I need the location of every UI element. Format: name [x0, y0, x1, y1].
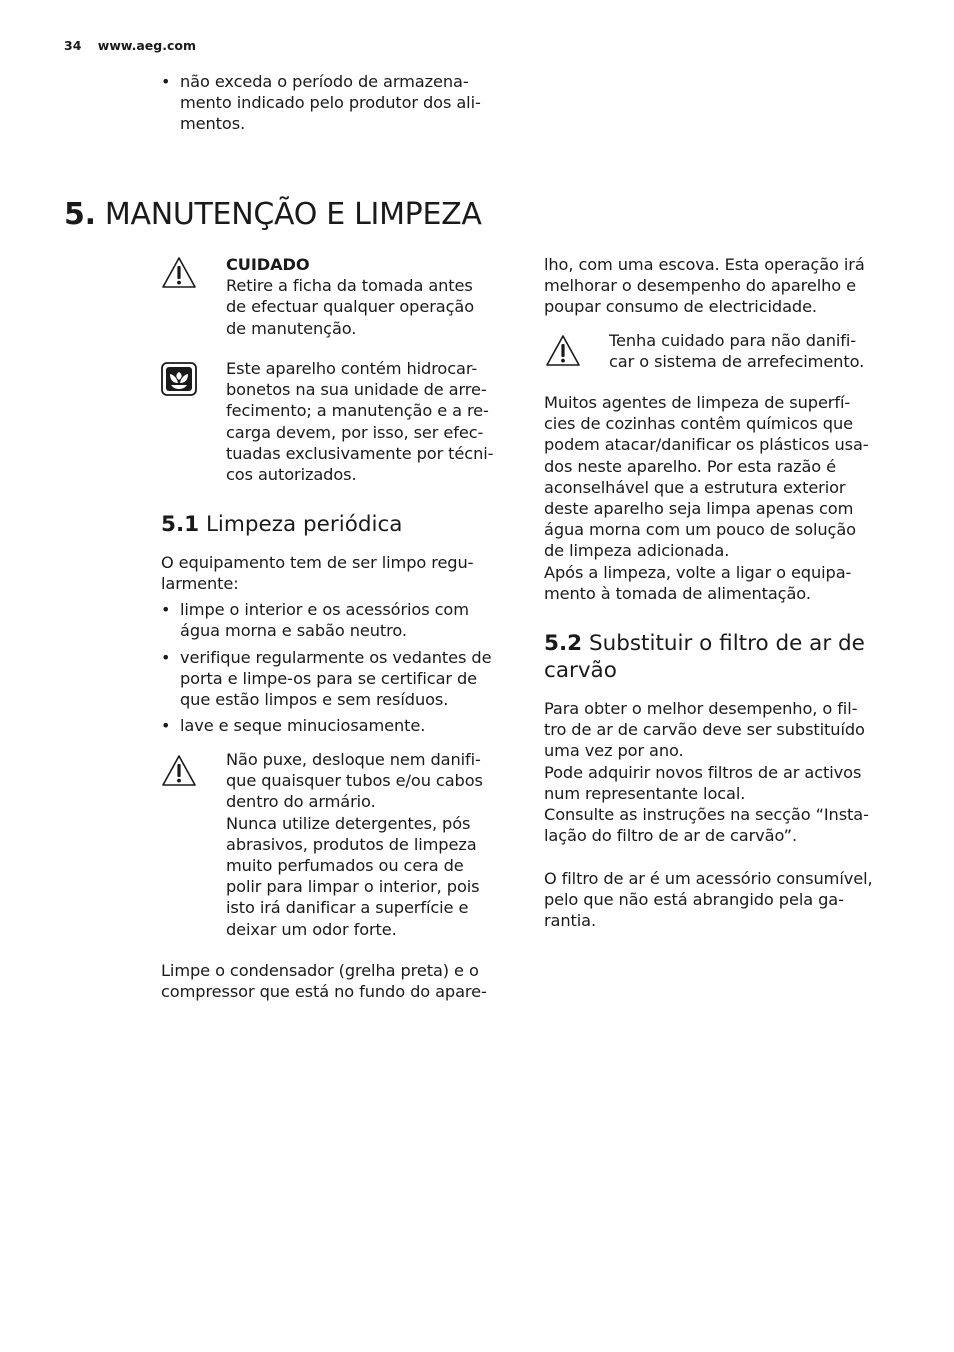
- subsection-number: 5.2: [544, 631, 583, 656]
- site-url: www.aeg.com: [97, 38, 196, 53]
- intro-paragraph: O equipamento tem de ser limpo regu- larmente:: [161, 553, 474, 594]
- list-item-text: verifique regularmente os vedantes de porta e limpe-os para se certificar de que estão limpos e sem resíduos.: [180, 648, 492, 710]
- cleaning-agents-paragraph: Muitos agentes de limpeza de superfí- cies de cozinhas contêm químicos que podem atacar/danificar os plásticos usa- dos neste aparelho. Por esta razão é aconselhável que a estrutura exterior deste aparelho seja limpa apenas com água morna com um pouco de solução de limpeza adicionada. Após a limpeza, volte a ligar o equipa- mento à tomada de alimentação.: [544, 393, 869, 603]
- warning-note: Não puxe, desloque nem danifi- que quaisquer tubos e/ou cabos dentro do armário. Nunca utilize detergentes, pós abrasivos, produtos de limpeza muito perfumados ou cera de polir para limpar o interior, pois isto irá danificar a superfície e deixar um odor forte.: [226, 750, 483, 939]
- list-item-text: não exceda o período de armazena- mento indicado pelo produtor dos ali- mentos.: [180, 72, 481, 134]
- warning-triangle-icon: [160, 255, 198, 291]
- filter-paragraph: Para obter o melhor desempenho, o fil- tro de ar de carvão deve ser substituído uma vez por ano. Pode adquirir novos filtros de ar activos num representante local. Consulte as instruções na secção “Insta- lação do filtro de ar de carvão”.: [544, 699, 869, 846]
- subsection-title: 5.2 Substituir o filtro de ar de carvão: [544, 631, 865, 683]
- caution-title: CUIDADO: [226, 255, 310, 274]
- warning-triangle-icon: [544, 333, 582, 369]
- warning-note: Tenha cuidado para não danifi- car o sistema de arrefecimento.: [609, 331, 865, 372]
- bullet-dot: •: [161, 72, 171, 91]
- caution-note: CUIDADO Retire a ficha da tomada antes de efectuar qualquer operação de manutenção.: [226, 255, 475, 338]
- warning-triangle-icon: [160, 753, 198, 789]
- subsection-number: 5.1: [161, 512, 200, 537]
- subsection-title: [161, 511, 402, 538]
- page-header: [64, 38, 196, 53]
- bullet-dot: •: [161, 716, 171, 735]
- list-item-text: lave e seque minuciosamente.: [180, 716, 426, 735]
- list-item-text: limpe o interior e os acessórios com água morna e sabão neutro.: [180, 600, 469, 641]
- subsection-title-text: Limpeza periódica: [205, 512, 403, 537]
- environment-note: Este aparelho contém hidrocar- bonetos na sua unidade de arre- fecimento; a manutenção e a re- carga devem, por isso, ser efec- tuadas exclusivamente por técni- cos autorizados.: [226, 359, 494, 485]
- bullet-dot: •: [161, 600, 171, 619]
- environment-flower-icon: [160, 361, 198, 397]
- page-number: 34: [64, 38, 82, 53]
- section-title: [64, 193, 482, 237]
- filter-warranty-paragraph: O filtro de ar é um acessório consumível, pelo que não está abrangido pela ga- rantia.: [544, 869, 873, 931]
- condenser-paragraph-continued: lho, com uma escova. Esta operação irá melhorar o desempenho do aparelho e poupar consumo de electricidade.: [544, 255, 865, 317]
- bullet-dot: •: [161, 648, 171, 667]
- section-title-text: MANUTENÇÃO E LIMPEZA: [104, 197, 482, 232]
- condenser-paragraph: Limpe o condensador (grelha preta) e o compressor que está no fundo do apare-: [161, 961, 487, 1002]
- section-number: 5.: [64, 197, 96, 232]
